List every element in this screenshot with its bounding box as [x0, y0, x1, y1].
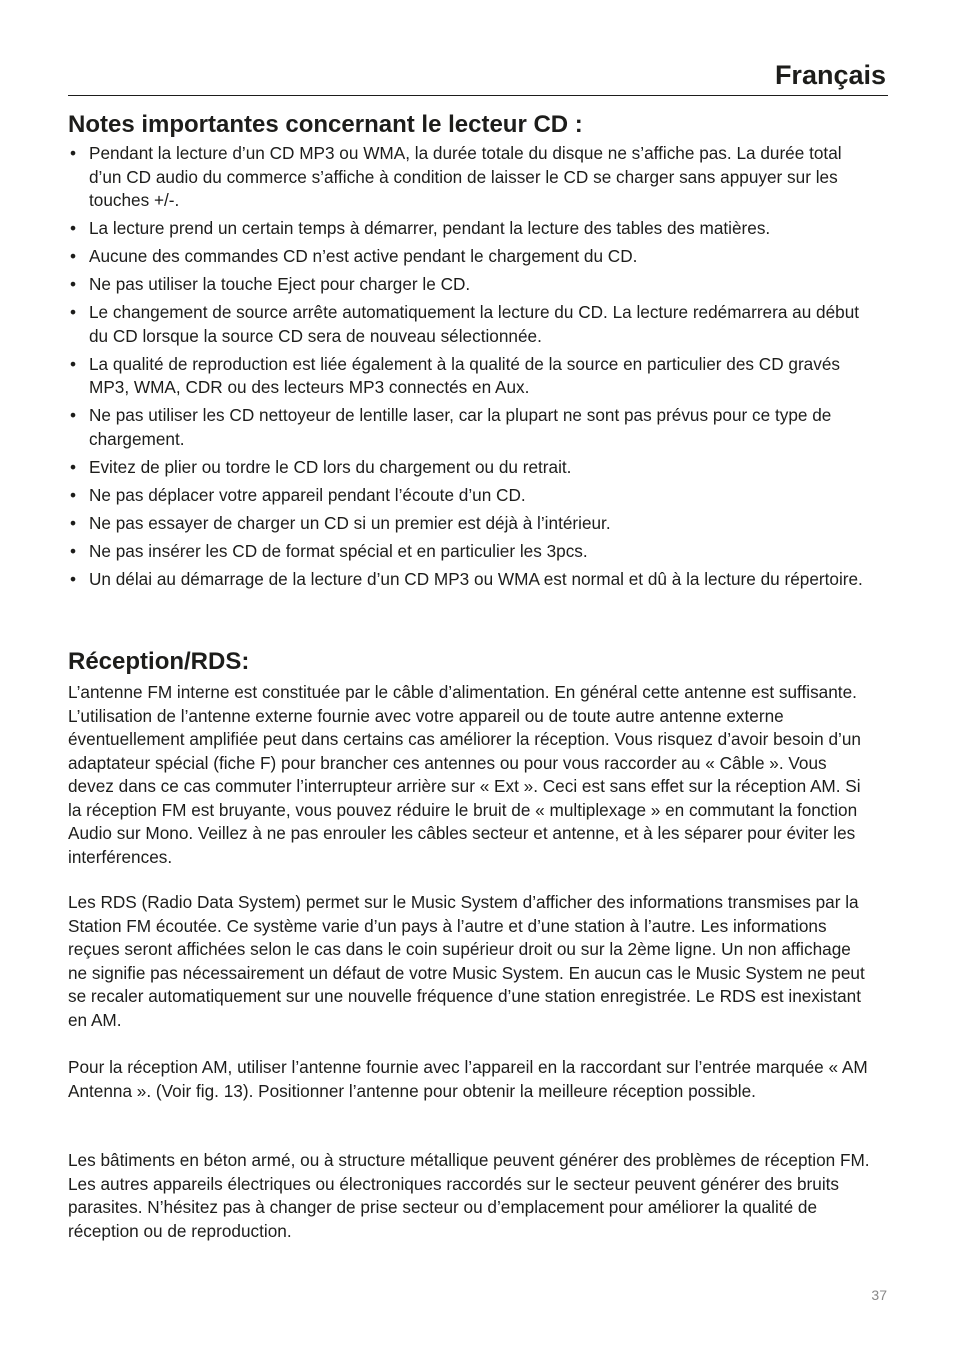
cd-notes-title: Notes importantes concernant le lecteur CD : — [68, 111, 583, 138]
list-item: • Ne pas utiliser la touche Eject pour charger le CD. — [68, 273, 868, 297]
list-item: • Aucune des commandes CD n’est active pendant le chargement du CD. — [68, 245, 868, 269]
reception-title: Réception/RDS: — [68, 648, 250, 675]
list-item: • Le changement de source arrête automatiquement la lecture du CD. La lecture redémarrera au début du CD lorsque la source CD sera de nouveau sélectionnée. — [68, 301, 868, 348]
reception-paragraph-fm: L’antenne FM interne est constituée par le câble d’alimentation. En général cette antenne est suffisante. L’utilisation de l’antenne externe fournie avec votre appareil ou de toute autre antenne externe éventuellement amplifiée peut dans certains cas améliorer la réception. Vous risquez d’avoir besoin d’un adaptateur spécial (fiche F) pour brancher ces antennes ou pour vous raccorder au « Câble ». Vous devez dans ce cas commuter l’interrupteur arrière sur « Ext ». Ceci est sans effet sur la réception AM. Si la réception FM est bruyante, vous pouvez réduire le bruit de « multiplexage » en commutant la fonction Audio sur Mono. Veillez à ne pas enrouler les câbles secteur et antenne, et à les séparer pour éviter les interférences. — [68, 682, 861, 867]
reception-paragraph-am: Pour la réception AM, utiliser l’antenne fournie avec l’appareil en la raccordant sur l’entrée marquée « AM Antenna ». (Voir fig. 13). Positionner l’antenne pour obtenir la meilleure réception possible. — [68, 1057, 868, 1101]
list-item: • Pendant la lecture d’un CD MP3 ou WMA, la durée totale du disque ne s’affiche pas. La durée total d’un CD audio du commerce s’affiche à condition de laisser le CD se charger sans appuyer sur les touches +/-. — [68, 142, 868, 213]
list-item: • Ne pas insérer les CD de format spécial et en particulier les 3pcs. — [68, 540, 868, 564]
list-item: • Un délai au démarrage de la lecture d’un CD MP3 ou WMA est normal et dû à la lecture du répertoire. — [68, 568, 868, 592]
language-heading: Français — [774, 60, 886, 90]
list-item: • La lecture prend un certain temps à démarrer, pendant la lecture des tables des matières. — [68, 217, 868, 241]
reception-paragraph-interference: Les bâtiments en béton armé, ou à structure métallique peuvent générer des problèmes de réception FM. Les autres appareils électriques ou électroniques raccordés sur le secteur peuvent générer des bruits parasites. N’hésitez pas à changer de prise secteur ou d’emplacement pour améliorer la qualité de réception ou de reproduction. — [68, 1150, 870, 1241]
list-item: • La qualité de reproduction est liée également à la qualité de la source en particulier des CD gravés MP3, WMA, CDR ou des lecteurs MP3 connectés en Aux. — [68, 353, 868, 400]
list-item: • Ne pas utiliser les CD nettoyeur de lentille laser, car la plupart ne sont pas prévus pour ce type de chargement. — [68, 404, 868, 451]
list-item: • Evitez de plier ou tordre le CD lors du chargement ou du retrait. — [68, 456, 868, 480]
header-divider — [68, 95, 888, 96]
list-item: • Ne pas essayer de charger un CD si un premier est déjà à l’intérieur. — [68, 512, 868, 536]
page-number: 37 — [871, 1287, 887, 1303]
cd-notes-list — [68, 142, 868, 596]
reception-paragraph-rds: Les RDS (Radio Data System) permet sur le Music System d’afficher des informations transmises par la Station FM écoutée. Ce système varie d’un pays à l’autre et d’une station à l’autre. Les informations reçues seront affichées selon le cas dans le coin supérieur droit ou sur la 2ème ligne. Un non affichage ne signifie pas nécessairement un défaut de votre Music System. En aucun cas le Music System ne peut se recaler automatiquement sur une nouvelle fréquence d’une station enregistrée. Le RDS est inexistant en AM. — [68, 892, 865, 1030]
list-item: • Ne pas déplacer votre appareil pendant l’écoute d’un CD. — [68, 484, 868, 508]
